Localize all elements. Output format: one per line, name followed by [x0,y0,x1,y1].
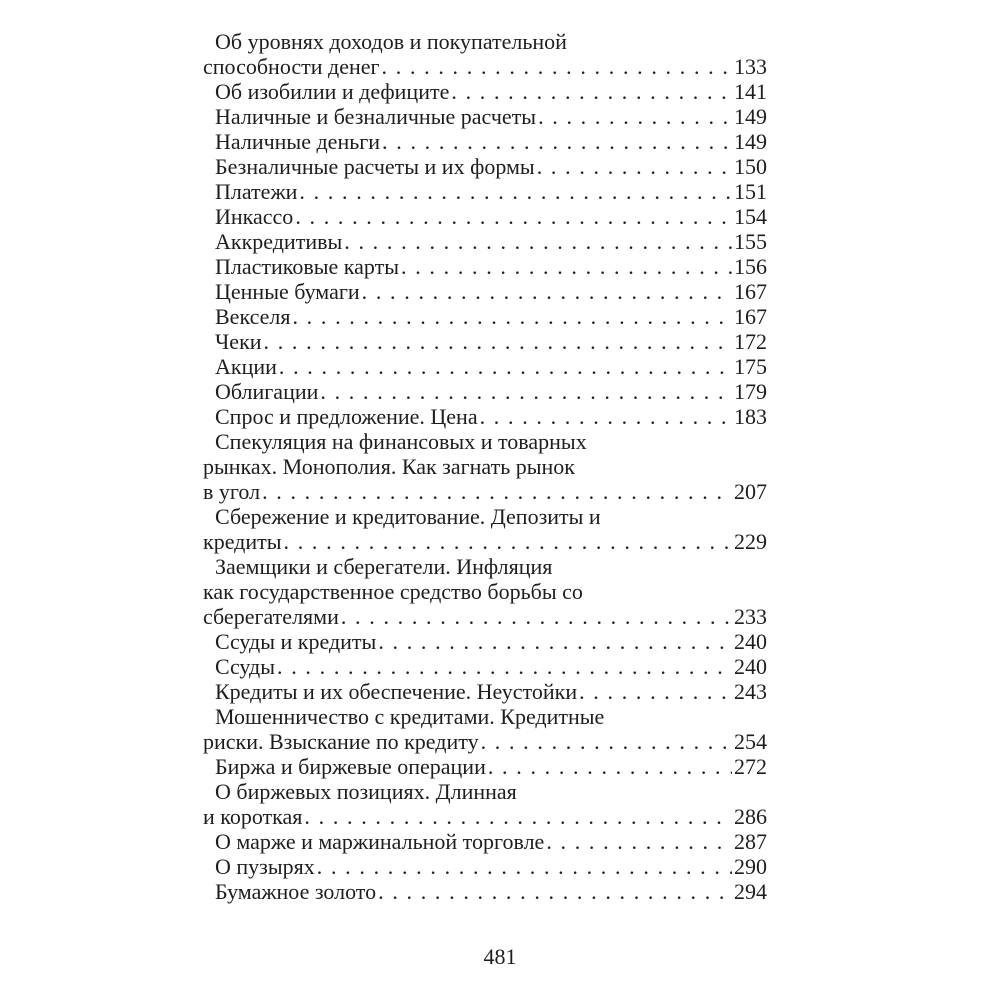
dot-leader [538,104,732,129]
toc-entry-title: О марже и маржинальной торговле [215,829,545,854]
toc-entry [203,204,767,229]
toc-entry [203,629,767,654]
toc-entry-last-line [203,179,767,204]
toc-entry [203,79,767,104]
toc-entry-page: 272 [734,754,767,779]
toc-entry-last-line [203,729,767,754]
toc-entry-last-line [203,754,767,779]
toc-entry-title: способности денег [203,54,380,79]
toc-entry-page: 207 [734,479,767,504]
toc-entry [203,779,767,829]
toc-entry-last-line [203,54,767,79]
toc-entry [203,354,767,379]
toc-entry-title-line: рынках. Монополия. Как загнать рынок [203,454,575,479]
dot-leader [488,754,732,779]
dot-leader [378,629,732,654]
dot-leader [579,679,732,704]
toc-entry-title: Наличные и безналичные расчеты [215,104,537,129]
toc-entry-page: 229 [734,529,767,554]
dot-leader [317,854,732,879]
toc-entry-page: 233 [734,604,767,629]
toc-entry-title: Наличные деньги [215,129,381,154]
toc-entry-page: 243 [734,679,767,704]
toc-entry-page: 133 [734,54,767,79]
toc-entry-last-line [203,254,767,279]
toc-entry-last-line [203,604,767,629]
toc-entry [203,129,767,154]
toc-entry-page: 287 [734,829,767,854]
toc-entry-title: Ссуды и кредиты [215,629,377,654]
dot-leader [295,204,732,229]
dot-leader [292,304,732,329]
toc-entry [203,104,767,129]
toc-entry-title: Биржа и биржевые операции [215,754,486,779]
toc-entry-title: Ссуды [215,654,276,679]
dot-leader [362,279,732,304]
toc-entry-last-line [203,104,767,129]
toc-entry-last-line [203,329,767,354]
toc-entry [203,654,767,679]
toc-entry-page: 254 [734,729,767,754]
toc-entry-last-line [203,829,767,854]
toc-entry-last-line [203,304,767,329]
dot-leader [451,79,732,104]
dot-leader [304,804,732,829]
toc-entry-page: 175 [734,354,767,379]
toc-entry [203,429,767,504]
toc-entry-title-line: Спекуляция на финансовых и товарных [215,429,587,454]
toc-entry-title: Чеки [215,329,262,354]
toc-entry-last-line [203,879,767,904]
toc-entry-page: 240 [734,654,767,679]
toc-entry-page: 240 [734,629,767,654]
toc-entry-page: 141 [734,79,767,104]
table-of-contents [203,29,767,904]
dot-leader [382,129,732,154]
toc-entry-title: Бумажное золото [215,879,377,904]
toc-entry [203,379,767,404]
toc-entry-title-line: О биржевых позициях. Длинная [215,779,517,804]
toc-entry [203,279,767,304]
toc-entry-last-line [203,854,767,879]
page-number: 481 [483,944,517,969]
dot-leader [262,479,732,504]
dot-leader [341,604,732,629]
toc-entry-title: Пластиковые карты [215,254,400,279]
toc-entry-title: Спрос и предложение. Цена [215,404,478,429]
toc-entry-last-line [203,379,767,404]
dot-leader [382,54,732,79]
toc-entry-title: Векселя [215,304,291,329]
toc-entry-last-line [203,129,767,154]
toc-entry-last-line [203,279,767,304]
toc-entry [203,829,767,854]
dot-leader [481,729,732,754]
toc-entry [203,879,767,904]
toc-entry-title: в угол [203,479,261,504]
toc-entry-title: Безналичные расчеты и их формы [215,154,535,179]
toc-entry [203,29,767,79]
toc-entry-page: 149 [734,129,767,154]
toc-entry [203,179,767,204]
toc-entry-title: Акции [215,354,277,379]
dot-leader [378,879,732,904]
toc-entry-title-line: Сбережение и кредитование. Депозиты и [215,504,601,529]
dot-leader [480,404,732,429]
toc-entry [203,504,767,554]
toc-entry [203,154,767,179]
toc-entry-page: 154 [734,204,767,229]
toc-entry-last-line [203,404,767,429]
toc-entry-last-line [203,154,767,179]
dot-leader [264,329,732,354]
dot-leader [320,379,732,404]
dot-leader [401,254,732,279]
toc-entry [203,554,767,629]
toc-entry-title: Об изобилии и дефиците [215,79,450,104]
toc-entry-title-line: Заемщики и сберегатели. Инфляция [215,554,553,579]
toc-entry-page: 167 [734,279,767,304]
toc-entry-last-line [203,229,767,254]
toc-entry-title: и короткая [203,804,303,829]
toc-entry-page: 183 [734,404,767,429]
toc-entry-last-line [203,679,767,704]
toc-entry-page: 150 [734,154,767,179]
dot-leader [344,229,732,254]
toc-entry-title: Инкассо [215,204,294,229]
toc-entry [203,304,767,329]
toc-entry-page: 294 [734,879,767,904]
toc-entry [203,854,767,879]
toc-entry-page: 155 [734,229,767,254]
toc-entry-last-line [203,654,767,679]
toc-entry [203,704,767,754]
dot-leader [279,354,732,379]
toc-entry-page: 179 [734,379,767,404]
dot-leader [299,179,732,204]
toc-entry-title: Кредиты и их обеспечение. Неустойки [215,679,578,704]
toc-entry-title: Платежи [215,179,298,204]
toc-entry-last-line [203,354,767,379]
toc-entry-title-line: Мошенничество с кредитами. Кредитные [215,704,605,729]
toc-entry [203,254,767,279]
toc-entry-title: Аккредитивы [215,229,343,254]
toc-entry-title-line: как государственное средство борьбы со [203,579,583,604]
dot-leader [546,829,732,854]
toc-entry-title: Ценные бумаги [215,279,360,304]
toc-entry-title: О пузырях [215,854,315,879]
toc-entry [203,329,767,354]
toc-entry-title: Облигации [215,379,319,404]
toc-entry-page: 286 [734,804,767,829]
toc-entry-last-line [203,804,767,829]
toc-entry-title: кредиты [203,529,282,554]
dot-leader [537,154,732,179]
toc-entry [203,404,767,429]
dot-leader [284,529,732,554]
toc-entry-page: 149 [734,104,767,129]
toc-entry-last-line [203,529,767,554]
toc-entry-page: 156 [734,254,767,279]
toc-entry [203,679,767,704]
toc-entry [203,754,767,779]
dot-leader [277,654,732,679]
toc-entry-last-line [203,479,767,504]
toc-entry-title: сберегателями [203,604,339,629]
toc-entry-last-line [203,204,767,229]
toc-entry-page: 290 [734,854,767,879]
toc-entry-page: 151 [734,179,767,204]
toc-entry-title: риски. Взыскание по кредиту [203,729,479,754]
toc-entry-title-line: Об уровнях доходов и покупательной [215,29,567,54]
toc-entry-page: 172 [734,329,767,354]
toc-entry-page: 167 [734,304,767,329]
toc-entry-last-line [203,79,767,104]
toc-entry-last-line [203,629,767,654]
toc-entry [203,229,767,254]
